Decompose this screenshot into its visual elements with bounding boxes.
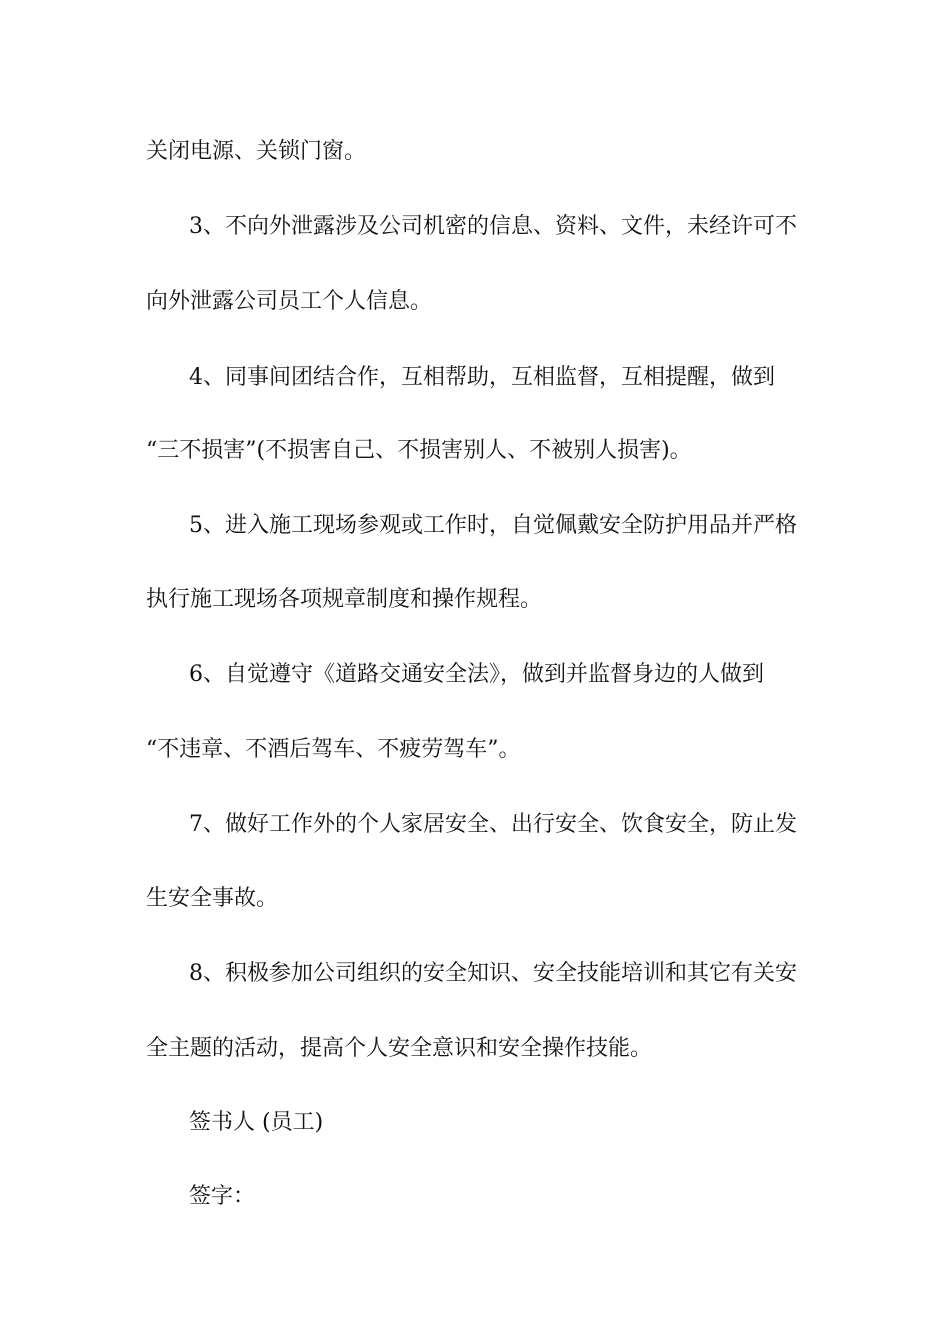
clause-7-line-1: 7、做好工作外的个人家居安全、出行安全、饮食安全，防止发 [189, 812, 797, 837]
clause-8-line-2: 全主题的活动，提高个人安全意识和安全操作技能。 [146, 1036, 653, 1061]
text-line-1: 关闭电源、关锁门窗。 [146, 139, 367, 164]
clause-8-line-1: 8、积极参加公司组织的安全知识、安全技能培训和其它有关安 [189, 961, 797, 986]
clause-6-line-2: “不违章、不酒后驾车、不疲劳驾车”。 [146, 737, 521, 762]
clause-5-line-1: 5、进入施工现场参观或工作时，自觉佩戴安全防护用品并严格 [189, 513, 797, 538]
clause-3-line-1: 3、不向外泄露涉及公司机密的信息、资料、文件，未经许可不 [189, 214, 797, 239]
clause-4-line-1: 4、同事间团结合作，互相帮助，互相监督，互相提醒，做到 [189, 365, 775, 390]
signer-label: 签书人 (员工) [189, 1110, 324, 1135]
clause-7-line-2: 生安全事故。 [146, 886, 279, 911]
clause-5-line-2: 执行施工现场各项规章制度和操作规程。 [146, 587, 543, 612]
signature-label: 签字： [189, 1184, 256, 1209]
clause-3-line-2: 向外泄露公司员工个人信息。 [146, 289, 433, 314]
clause-6-line-1: 6、自觉遵守《道路交通安全法》，做到并监督身边的人做到 [189, 662, 764, 687]
clause-4-line-2: “三不损害”(不损害自己、不损害别人、不被别人损害)。 [146, 438, 692, 463]
